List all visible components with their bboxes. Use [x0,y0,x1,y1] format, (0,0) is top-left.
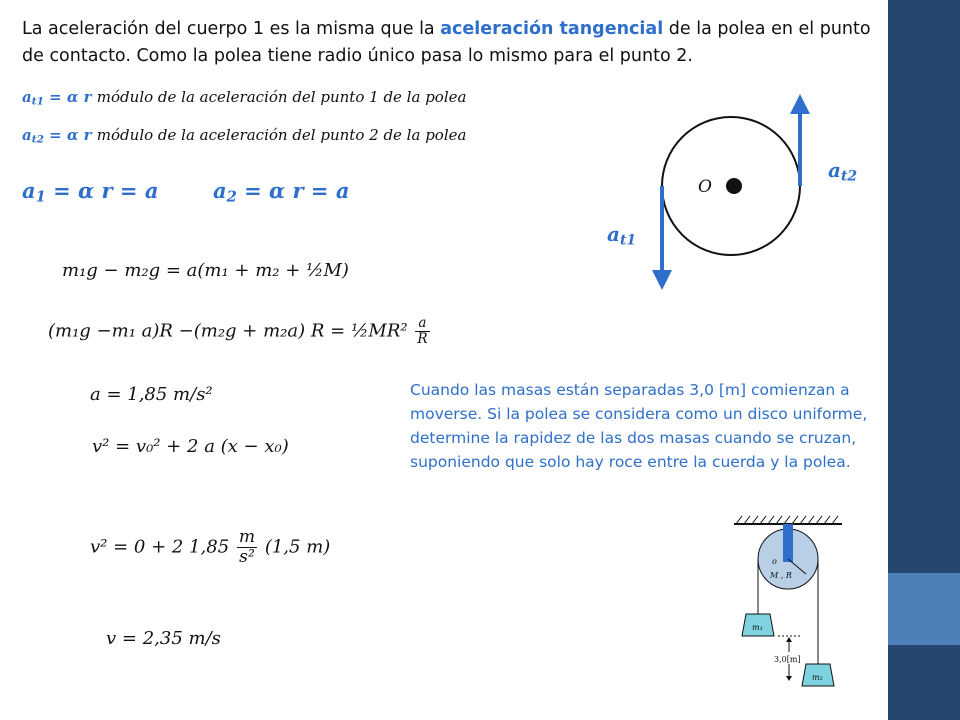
equation-kinematics: v² = v₀² + 2 a (x − x₀) [92,436,289,457]
at1-rhs: = α r [43,88,97,106]
equation-at1 [22,88,466,108]
a1-rhs: = α r = a [45,178,159,203]
at1-sub: t1 [31,95,44,108]
a1-lhs: a [22,178,36,203]
arrow-at2-head [790,94,810,114]
sub-frac-den: s² [239,546,255,567]
equation-result: v = 2,35 m/s [106,628,221,649]
equation-accel: a = 1,85 m/s² [90,384,213,405]
pulley-axle [726,178,742,194]
setup-center-label: o [772,557,777,566]
setup-diagram [730,514,850,690]
sidebar-accent-block [888,573,960,645]
torque-left: (m₁g −m₁ a)R −(m₂g + m₂a) R = ½MR² [48,320,408,342]
equation-torque [48,316,432,347]
a2-sub: 2 [226,188,237,206]
distance-label: 3,0[m] [774,655,801,664]
at2-description: módulo de la aceleración del punto 2 de la polea [96,126,467,144]
mass-2-label: m₂ [812,673,823,682]
equation-a1 [22,178,158,206]
mass-1-label: m₁ [752,623,763,632]
label-at2 [828,158,857,185]
at2-lhs: a [22,126,32,144]
torque-frac-den: R [417,330,428,347]
at1-lhs: a [22,88,32,106]
at1-description: módulo de la aceleración del punto 1 de la polea [96,88,467,106]
setup-pulley-label: M , R [770,571,792,580]
a2-rhs: = α r = a [236,178,350,203]
a2-lhs: a [213,178,227,203]
equation-substitution [90,528,330,567]
intro-paragraph [22,16,872,70]
a1-sub: 1 [35,188,46,206]
at2-rhs: = α r [43,126,97,144]
pulley-center-label: O [698,177,712,197]
pulley-diagram [590,90,880,300]
label-at2-sub: t2 [840,168,858,185]
arrow-at1-head [652,270,672,290]
at2-sub: t2 [31,133,44,146]
sub-right: (1,5 m) [264,536,331,558]
problem-statement: Cuando las masas están separadas 3,0 [m] comienzan a moverse. Si la polea se considera como un disco uniforme, determine la rapidez de las dos masas cuando se cruzan, suponiendo que solo hay roce entre la cuerda y la polea. [410,381,868,471]
sub-frac-num: m [238,527,256,547]
sub-left: v² = 0 + 2 1,85 [90,536,230,558]
pulley-support [783,524,793,562]
intro-highlight: aceleración tangencial [440,19,664,39]
equation-a2 [213,178,349,206]
label-at1 [607,222,636,249]
label-at2-base: a [828,158,841,182]
intro-text-1: La aceleración del cuerpo 1 es la misma que la [22,19,441,39]
label-at1-base: a [607,222,620,246]
label-at1-sub: t1 [619,232,637,249]
equation-force: m₁g − m₂g = a(m₁ + m₂ + ½M) [62,260,349,281]
intro-text-2: de la polea en el punto de contacto. Como la polea tiene radio único pasa lo mismo para el punto 2. [22,19,871,66]
torque-frac-num: a [415,316,429,332]
equation-at2 [22,126,466,146]
